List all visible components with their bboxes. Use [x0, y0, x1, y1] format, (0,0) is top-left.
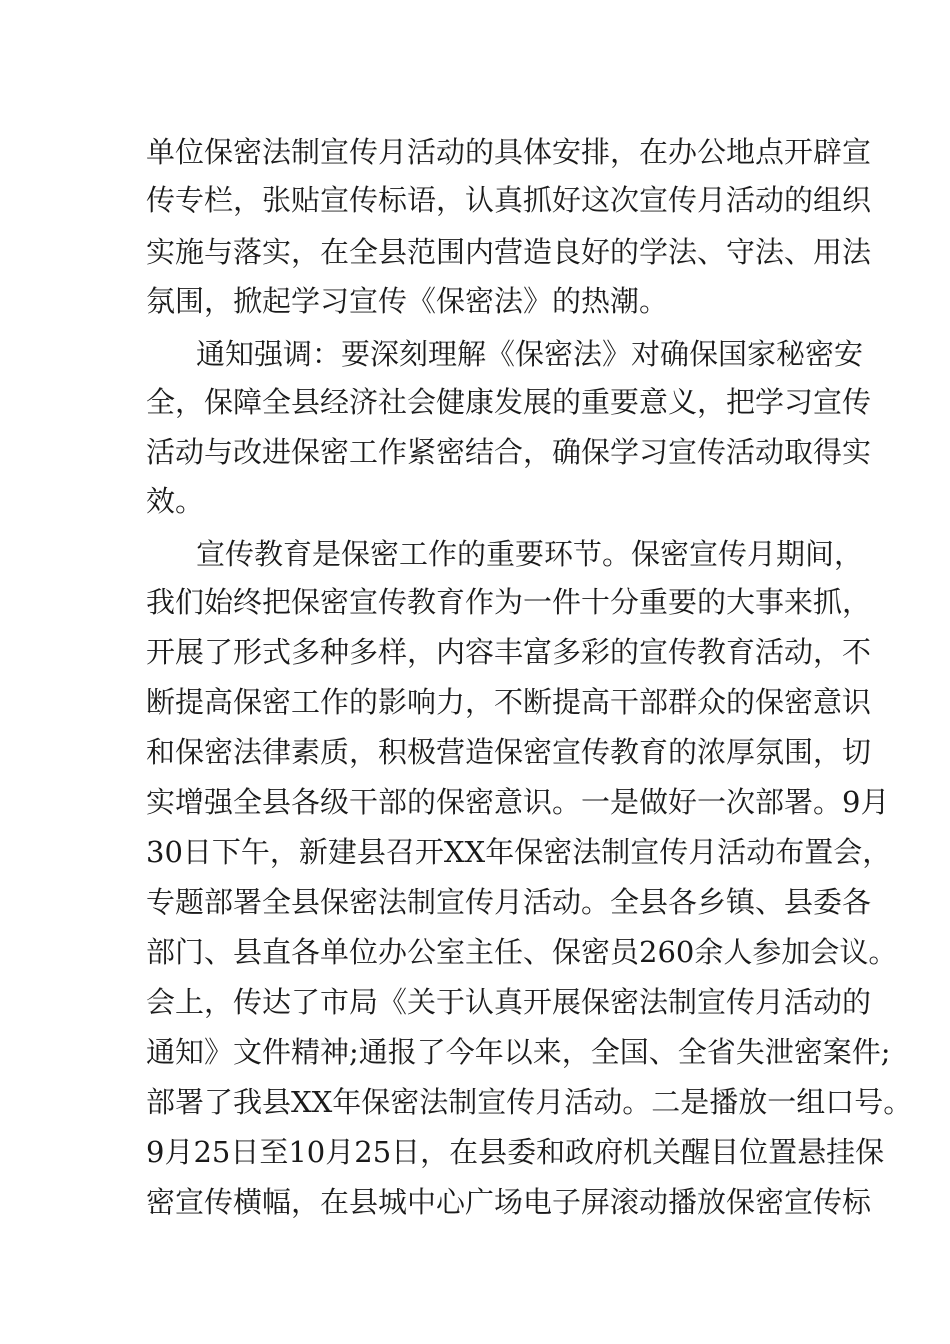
- text-line: 密宣传横幅，在县城中心广场电子屏滚动播放保密宣传标: [146, 1185, 872, 1219]
- text-line: 部门、县直各单位办公室主任、保密员260余人参加会议。: [146, 935, 898, 969]
- text-line: 全，保障全县经济社会健康发展的重要意义，把学习宣传: [146, 385, 872, 419]
- text-line: 单位保密法制宣传月活动的具体安排，在办公地点开辟宣: [146, 135, 872, 169]
- text-line: 传专栏，张贴宣传标语，认真抓好这次宣传月活动的组织: [146, 183, 872, 217]
- text-line: 9月25日至10月25日，在县委和政府机关醒目位置悬挂保: [146, 1135, 885, 1169]
- text-line: 实增强全县各级干部的保密意识。一是做好一次部署。9月: [146, 785, 890, 819]
- text-line: 通知》文件精神;通报了今年以来，全国、全省失泄密案件;: [146, 1035, 891, 1069]
- text-line: 部署了我县XX年保密法制宣传月活动。二是播放一组口号。: [146, 1085, 913, 1119]
- text-line: 活动与改进保密工作紧密结合，确保学习宣传活动取得实: [146, 435, 872, 469]
- text-line: 实施与落实，在全县范围内营造良好的学法、守法、用法: [146, 235, 872, 269]
- text-line: 30日下午，新建县召开XX年保密法制宣传月活动布置会，: [146, 835, 892, 869]
- text-line: 开展了形式多种多样，内容丰富多彩的宣传教育活动，不: [146, 635, 872, 669]
- text-line: 专题部署全县保密法制宣传月活动。全县各乡镇、县委各: [146, 885, 872, 919]
- text-line: 效。: [146, 484, 205, 518]
- paragraph-start-line: 通知强调：要深刻理解《保密法》对确保国家秘密安: [196, 337, 864, 371]
- text-line: 会上，传达了市局《关于认真开展保密法制宣传月活动的: [146, 985, 872, 1019]
- text-line: 和保密法律素质，积极营造保密宣传教育的浓厚氛围，切: [146, 735, 872, 769]
- text-line: 断提高保密工作的影响力，不断提高干部群众的保密意识: [146, 685, 872, 719]
- text-line: 我们始终把保密宣传教育作为一件十分重要的大事来抓，: [146, 585, 872, 619]
- paragraph-start-line: 宣传教育是保密工作的重要环节。保密宣传月期间，: [196, 537, 864, 571]
- text-line: 氛围，掀起学习宣传《保密法》的热潮。: [146, 284, 669, 318]
